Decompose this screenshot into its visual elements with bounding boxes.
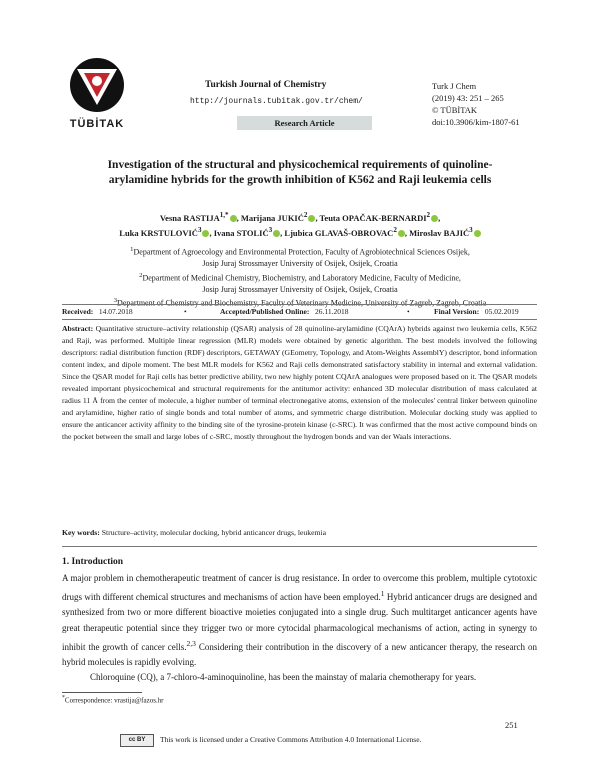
affiliation-text: Josip Juraj Strossmayer University of Osijek, Osijek, Croatia <box>202 284 398 294</box>
affiliation-text: Department of Medicinal Chemistry, Biochemistry, and Laboratory Medicine, Faculty of Medicine, <box>142 273 461 283</box>
page-number: 251 <box>505 720 518 730</box>
accepted-label: Accepted/Published Online: <box>220 307 310 316</box>
intro-paragraph-2: Chloroquine (CQ), a 7-chloro-4-aminoquinoline, has been the mainstay of malaria chemotherapy for years. <box>90 672 477 683</box>
affiliation-text: Josip Juraj Strossmayer University of Osijek, Osijek, Croatia <box>202 259 398 269</box>
author-name: Miroslav BAJIĆ <box>409 227 470 238</box>
affiliation-sup: 2 <box>139 271 143 279</box>
keywords <box>62 528 537 537</box>
citation-sup[interactable]: 1 <box>380 589 385 599</box>
introduction-body <box>62 571 537 685</box>
publication-dates <box>62 305 537 319</box>
received-date <box>62 305 133 319</box>
journal-url[interactable]: http://journals.tubitak.gov.tr/chem/ <box>190 97 363 106</box>
orcid-icon[interactable] <box>431 215 438 222</box>
keywords-rule <box>62 546 537 547</box>
journal-name: Turkish Journal of Chemistry <box>205 80 327 90</box>
author-affil-sup: 1,* <box>219 211 229 219</box>
orcid-icon[interactable] <box>308 215 315 222</box>
intro-text: A major problem in chemotherapeutic treatment of cancer is drug resistance. In order to overcome this problem, multiple cytotoxic drugs with different chemical structures and mechanisms of action have been employed. <box>62 573 537 603</box>
author-affil-sup: 2 <box>303 211 308 219</box>
author-affil-sup: 3 <box>197 225 202 234</box>
citation-meta <box>432 80 520 128</box>
orcid-icon[interactable] <box>273 230 280 237</box>
final-value: 05.02.2019 <box>484 307 519 316</box>
keywords-label: Key words: <box>62 528 100 537</box>
correspondence-footnote <box>62 695 164 704</box>
orcid-icon[interactable] <box>230 215 237 222</box>
final-label: Final Version: <box>434 307 480 316</box>
author-affil-sup: 3 <box>469 225 473 234</box>
affiliation-text: Department of Agroecology and Environmental Protection, Faculty of Agrobiotechnical Sciences Osijek, <box>133 247 470 257</box>
section-heading-introduction: 1. Introduction <box>62 557 124 567</box>
author-name: Vesna RASTIJA <box>159 212 220 223</box>
footnote-text: Correspondence: vrastija@fazos.hr <box>64 696 164 705</box>
author-affil-sup: 2 <box>426 211 431 219</box>
article-type-badge: Research Article <box>237 116 372 130</box>
logo-wordmark: TÜBİTAK <box>69 118 125 130</box>
footnote-rule <box>62 692 142 693</box>
author-name: Luka KRSTULOVIĆ <box>119 227 198 238</box>
accepted-value: 26.11.2018 <box>315 307 349 316</box>
author-line-2: Luka KRSTULOVIĆ$^3$ , Ivana STOLIĆ$^3$ , Ljubica GLAVAŠ-OBROVAC$^2$ , Miroslav BAJIĆ$^3$ <box>55 224 545 239</box>
received-label: Received: <box>62 307 94 316</box>
author-name: Teuta OPAČAK-BERNARDI <box>319 212 427 223</box>
meta-volume-pages: (2019) 43: 251 – 265 <box>432 93 504 103</box>
citation-sup[interactable]: 2,3 <box>186 638 196 648</box>
affiliation-line <box>55 258 545 270</box>
orcid-icon[interactable] <box>398 230 405 237</box>
author-name: Marijana JUKIĆ <box>240 212 304 223</box>
affiliation-text: Department of Chemistry and Biochemistry, Faculty of Veterinary Medicine, University of Zagreb, Zagreb, Croatia <box>117 298 487 308</box>
license-text: This work is licensed under a Creative Commons Attribution 4.0 International License. <box>160 735 422 744</box>
final-date <box>434 305 519 319</box>
meta-journal-abbrev: Turk J Chem <box>432 81 477 91</box>
cc-license-badge[interactable]: cc BY <box>120 734 154 747</box>
meta-doi[interactable]: doi:10.3906/kim-1807-61 <box>432 117 520 127</box>
abstract-text: Quantitative structure–activity relationship (QSAR) analysis of 28 quinoline-arylamidine (CQArA) hybrids against two leukemia cells, K562 and Raji, was performed. Multiple linear regression (MLR) models were obtained by genetic algorithm. The best models involved the following descriptors: radial distribution function (RDF) descriptors, GETAWAY (GEometry, Topology, and Atom-Weights AssemblY) descriptor, bond information content index, and dipole moment. The best MLR models for K562 and Raji cells demonstrated satisfactory stability in internal and external validation. Since the QSAR model for Raji cells has better predictive ability, two new highly potent CQArA analogues were proposed based on it. The QSAR models revealed important physicochemical and structural requirements for the antitumor activity: enhanced 3D molecular distribution of mass calculated at radius 11 Å from the center of molecule, a higher number of terminal electronegative atoms, extension of the molecules' central linker between quinoline and arylamidine, higher ratio of single bonds and total number of atoms, and symmetric charge distribution. Molecular docking study was applied to ensure the anticancer activity affinity to the binding site of the tyrosine-protein kinase (c-SRC). It was confirmed that the most active compound binds on the pocket between the small and large lobes of c-SRC, mostly throughout the hydrogen bonds and van der Waals interactions. <box>62 324 537 441</box>
paper-title: Investigation of the structural and physicochemical requirements of quinoline-arylamidine hybrids for the growth inhibition of K562 and Raji leukemia cells <box>107 159 493 186</box>
intro-text: Considering their contribution in the discovery of a new anticancer therapy, the research on hybrid molecules is rapidly evolving. <box>62 641 537 668</box>
author-affil-sup: 3 <box>268 225 273 234</box>
date-separator: • <box>407 307 410 316</box>
keywords-text: Structure–activity, molecular docking, hybrid anticancer drugs, leukemia <box>101 528 327 537</box>
abstract <box>62 323 537 443</box>
abstract-label: Abstract: <box>62 324 94 333</box>
dates-bottom-rule <box>62 319 537 320</box>
intro-text: Hybrid anticancer drugs are designed and synthesized from two or more different bioactive moieties conjugated into a single drug. Such multitarget anticancer agents have great therapeutic potential since they trigger two or more cytocidal pharmacological mechanisms of action, acting in synergy to inhibit the growth of cancer cells. <box>62 592 537 652</box>
author-line-1: Vesna $RASTIJA^{1,*}$ , Marijana JUKIĆ$^2$ , Teuta OPAČAK-BERNARDI$^2$ , <box>159 211 441 223</box>
intro-paragraph-1 <box>62 571 537 670</box>
author-name: Ivana STOLIĆ <box>213 227 269 238</box>
accepted-date <box>220 305 349 319</box>
affiliation-list <box>55 244 545 309</box>
footnote-marker: * <box>62 695 65 701</box>
orcid-icon[interactable] <box>202 230 209 237</box>
author-list <box>55 209 545 239</box>
affiliation-sup: 1 <box>130 246 134 253</box>
affiliation-sup: 3 <box>113 297 118 305</box>
date-separator: • <box>184 307 187 316</box>
received-value: 14.07.2018 <box>98 307 133 316</box>
author-name: Ljubica GLAVAŠ-OBROVAC <box>284 227 394 238</box>
author-affil-sup: 2 <box>393 225 397 234</box>
affiliation-line <box>55 270 545 284</box>
meta-copyright: © TÜBİTAK <box>432 105 478 115</box>
affiliation-line <box>55 244 545 258</box>
orcid-icon[interactable] <box>474 230 481 237</box>
affiliation-line <box>55 284 545 296</box>
